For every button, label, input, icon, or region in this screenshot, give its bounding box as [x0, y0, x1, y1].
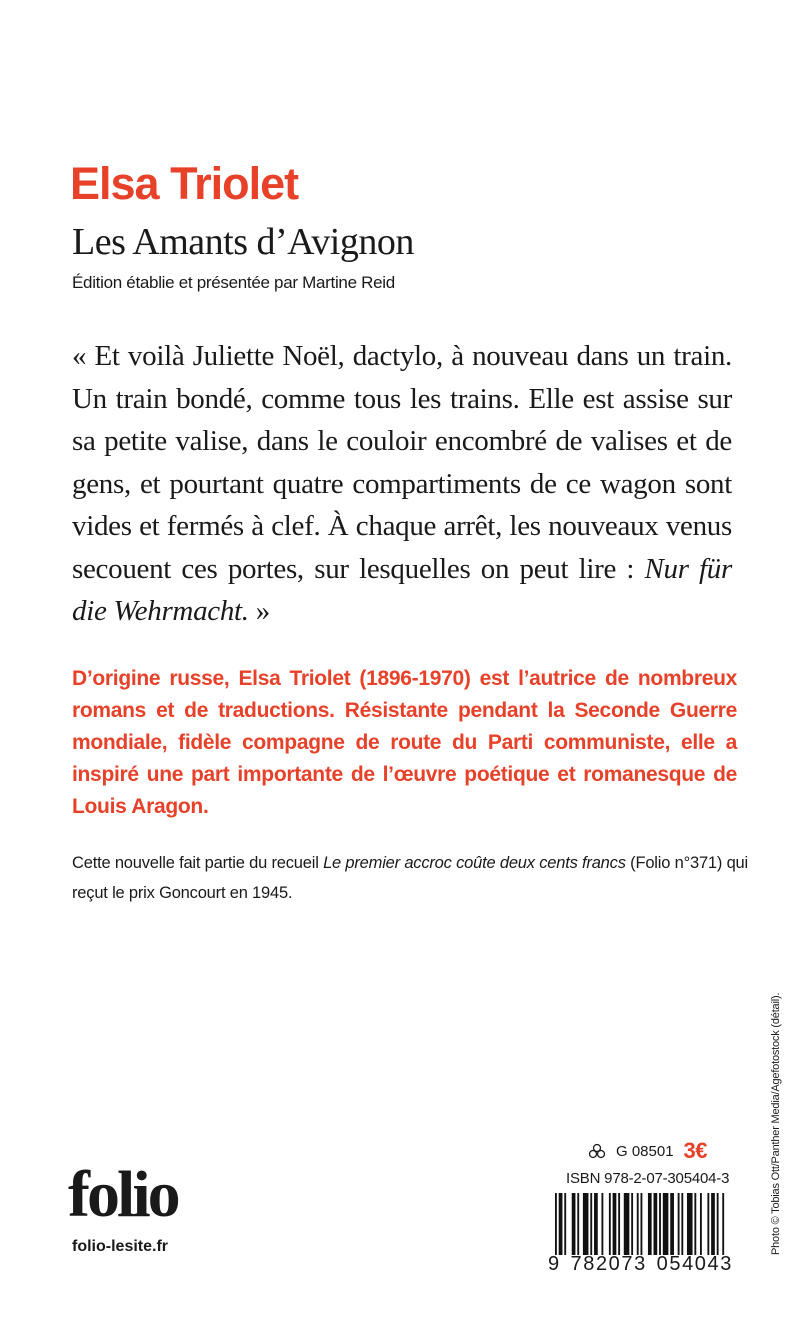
excerpt-quote [72, 335, 732, 633]
barcode-digits-right: 054043 [656, 1253, 733, 1275]
barcode-digits-left: 782073 [570, 1253, 647, 1275]
price: 3€ [683, 1138, 708, 1163]
barcode [553, 1193, 728, 1255]
collection-note [72, 848, 752, 908]
photo-credit: Photo © Tobias Ott/Panther Media/Agefotostock (détail). [770, 992, 782, 1255]
publisher-website: folio-lesite.fr [72, 1238, 169, 1255]
barcode-digits [548, 1253, 733, 1276]
note-collection-title: Le premier accroc coûte deux cents francs [323, 854, 626, 872]
note-after: (Folio n°371) qui reçut le prix Goncourt en 1945. [72, 854, 748, 902]
product-code-line [588, 1138, 707, 1164]
quote-italic: Nur für die Wehrmacht. [72, 552, 732, 627]
folio-logo: folio [68, 1158, 178, 1231]
author-name: Elsa Triolet [70, 158, 299, 209]
quote-closing: » [248, 595, 270, 627]
book-title: Les Amants d’Avignon [72, 221, 414, 263]
edition-note: Édition établie et présentée par Martine Reid [72, 273, 395, 292]
barcode-digit-prefix: 9 [548, 1253, 561, 1275]
note-before: Cette nouvelle fait partie du recueil [72, 854, 324, 872]
quote-text: « Et voilà Juliette Noël, dactylo, à nouveau dans un train. Un train bondé, comme tous les trains. Elle est assise sur sa petite valise, dans le couloir encombré de valises et de gens, et pourtant quatre compartiments de ce wagon sont vides et fermés à clef. À chaque arrêt, les nouveaux venus secouent ces portes, sur lesquelles on peut lire : [72, 340, 732, 585]
isbn: ISBN 978-2-07-305404-3 [566, 1170, 730, 1187]
author-bio: D’origine russe, Elsa Triolet (1896-1970) est l’autrice de nombreux romans et de traductions. Résistante pendant la Seconde Guerre mondiale, fidèle compagne de route du Parti communiste, elle a inspiré une part importante de l’œuvre poétique et romanesque de Louis Aragon. [72, 667, 737, 818]
product-code: G 08501 [616, 1142, 674, 1160]
folio-emblem-icon [588, 1143, 606, 1159]
